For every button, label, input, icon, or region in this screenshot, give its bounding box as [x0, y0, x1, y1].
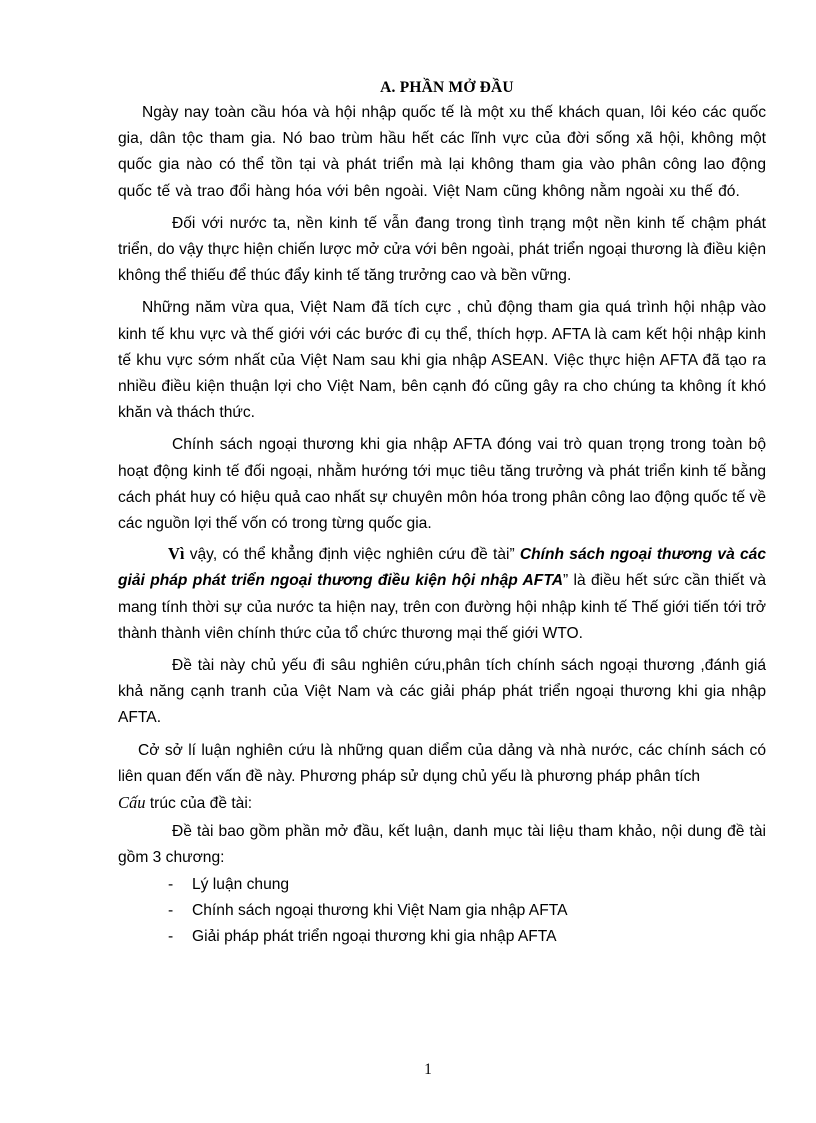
- paragraph-trade-policy: Chính sách ngoại thương khi gia nhập AFTA đóng vai trò quan trọng trong toàn bộ hoạt động kinh tế đối ngoại, nhằm hướng tới mục tiêu tăng trưởng và phát triển kinh tế bằng cách phát huy có hiệu quả cao nhất sự chuyên môn hóa trong phân công lao động quốc tế về các nguồn lợi thế vốn có trong từng quốc gia.: [118, 436, 766, 533]
- paragraph-text: vậy, có thể khẳng định việc nghiên cứu đề tài”: [184, 546, 520, 564]
- paragraph-globalization: Ngày nay toàn cầu hóa và hội nhập quốc tế là một xu thế khách quan, lôi kéo các quốc gia, dân tộc tham gia. Nó bao trùm hầu hết các lĩnh vực của đời sống xã hội, không một quốc gia nào có thể tồn tại và phát triển mà lại không tham gia vào phân công lao động quốc tế và trao đổi hàng hóa với bên ngoài. Việt Nam cũng không nằm ngoài xu thế đó.: [118, 104, 766, 200]
- paragraph-integration: Những năm vừa qua, Việt Nam đã tích cực , chủ động tham gia quá trình hội nhập vào kinh tế khu vực và thế giới với các bước đi cụ thể, thích hợp. AFTA là cam kết hội nhập kinh tế khu vực sớm nhất của Việt Nam sau khi gia nhập ASEAN. Việc thực hiện AFTA đã tạo ra nhiều điều kiện thuận lợi cho Việt Nam, bên cạnh đó cũng gây ra cho chúng ta không ít khó khăn và thách thức.: [118, 299, 766, 422]
- list-item: [118, 872, 766, 898]
- paragraph-lead-word: Vì: [168, 544, 185, 564]
- bullet-dash: -: [168, 901, 174, 919]
- paragraph-text: trúc của đề tài:: [145, 795, 253, 813]
- list-item: [118, 924, 766, 950]
- paragraph-domestic-economy: Đối với nước ta, nền kinh tế vẫn đang trong tình trạng một nền kinh tế chậm phát triển, do vậy thực hiện chiến lược mở cửa với bên ngoài, phát triển ngoại thương là điều kiện không thể thiếu để thúc đẩy kinh tế tăng trưởng cao và bền vững.: [118, 214, 766, 285]
- paragraph-topic-rationale: [118, 541, 766, 647]
- chapter-label: Giải pháp phát triển ngoại thương khi gia nhập AFTA: [192, 928, 557, 946]
- chapter-label: Lý luận chung: [192, 875, 290, 893]
- paragraph-lead-word: Cấu: [118, 793, 146, 813]
- chapter-list: [118, 872, 766, 951]
- paragraph-methodology: Cở sở lí luận nghiên cứu là những quan diểm của dảng và nhà nước, các chính sách có liên quan đến vấn đề này. Phương pháp sử dụng chủ yếu là phương pháp phân tích: [118, 741, 766, 785]
- page-number: 1: [424, 1061, 432, 1078]
- document-body: [118, 76, 766, 950]
- topic-title: Chính sách ngoại thương và các giải pháp phát triển ngoại thương điều kiện hội nhập AFTA: [118, 546, 766, 590]
- paragraph-research-focus: Đề tài này chủ yếu đi sâu nghiên cứu,phân tích chính sách ngoại thương ,đánh giá khả năng cạnh tranh của Việt Nam và các giải pháp phát triển ngoại thương khi gia nhập AFTA.: [118, 657, 766, 727]
- section-title: A. PHẦN MỞ ĐẦU: [380, 79, 514, 96]
- bullet-dash: -: [168, 928, 174, 946]
- bullet-dash: -: [168, 875, 174, 893]
- paragraph-structure: Đề tài bao gồm phần mở đầu, kết luận, danh mục tài liệu tham khảo, nội dung đề tài gồm 3 chương:: [118, 823, 766, 867]
- paragraph-text: ” là điều hết sức cần thiết và mang tính thời sự của nước ta hiện nay, trên con đường hội nhập kinh tế Thế giới tiến tới trở thành thành viên chính thức của tổ chức thương mại thế giới WTO.: [118, 572, 766, 642]
- paragraph-structure-heading: [118, 790, 766, 817]
- chapter-label: Chính sách ngoại thương khi Việt Nam gia nhập AFTA: [192, 901, 568, 919]
- list-item: [118, 898, 766, 924]
